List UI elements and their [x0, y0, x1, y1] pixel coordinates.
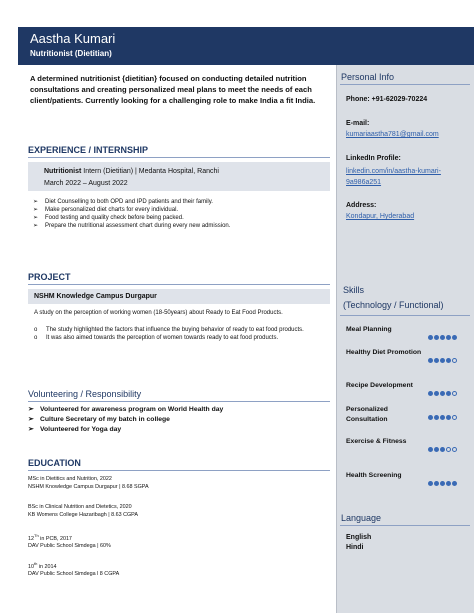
rating-dot-icon — [434, 391, 439, 396]
bullet-marker-icon: ➢ — [28, 416, 34, 423]
email-label: E-mail: — [346, 120, 370, 127]
bullet-item — [34, 334, 324, 342]
education-entry — [28, 504, 138, 519]
skill-row — [346, 325, 471, 347]
education-institute: DAV Public School Simdega | 60% — [28, 543, 111, 550]
education-entry — [28, 532, 111, 551]
rating-dot-icon — [428, 335, 433, 340]
skill-row — [346, 381, 471, 403]
rating-dot-icon — [452, 335, 457, 340]
job-title: Nutritionist — [44, 168, 82, 175]
rating-dot-icon — [452, 415, 457, 420]
candidate-name: Aastha Kumari — [30, 31, 116, 46]
language-title: Language — [341, 513, 382, 523]
bullet-text: It was also aimed towards the perception of women towards ready to eat food products. — [46, 335, 279, 341]
rating-dot-icon — [440, 447, 445, 452]
email-link[interactable]: kumariaastha781@gmail.com — [346, 131, 439, 138]
skills-subtitle: (Technology / Functional) — [343, 300, 444, 310]
skill-rating — [428, 407, 458, 425]
bullet-marker-icon: ➢ — [28, 426, 34, 433]
volunteering-rule — [28, 401, 330, 402]
summary-text: A determined nutritionist {dietitian} focused on conducting detailed nutrition consultations and creating personalized meal plans to meet the needs of each client/patients. Currently looking for a challenging role to make India a fit India. — [30, 74, 316, 105]
degree-rest: in PCB, 2017 — [38, 535, 72, 542]
degree-suffix: th — [34, 561, 38, 566]
language-item: English — [346, 534, 372, 541]
rating-dot-icon — [428, 447, 433, 452]
education-entry — [28, 560, 119, 579]
education-degree — [28, 560, 119, 571]
rating-dot-icon — [440, 391, 445, 396]
rating-dot-icon — [446, 447, 451, 452]
bullet-text: Volunteered for Yoga day — [40, 426, 122, 433]
linkedin-link[interactable]: linkedin.com/in/aastha-kumari- — [346, 168, 441, 175]
education-title: EDUCATION — [28, 458, 81, 468]
personal-info-rule — [340, 84, 470, 85]
rating-dot-icon — [446, 415, 451, 420]
rating-dot-icon — [434, 358, 439, 363]
skill-rating — [428, 327, 458, 345]
skills-rule — [340, 315, 470, 316]
personal-info-title: Personal Info — [341, 72, 395, 82]
rating-dot-icon — [440, 415, 445, 420]
rating-dot-icon — [428, 391, 433, 396]
job-employer: Intern (Dietitian) | Medanta Hospital, Ranchi — [81, 168, 219, 175]
education-degree — [28, 532, 111, 543]
project-title: PROJECT — [28, 272, 71, 282]
rating-dot-icon — [428, 358, 433, 363]
header-banner — [18, 27, 474, 65]
linkedin-link-cont[interactable]: 9a986a251 — [346, 179, 382, 186]
phone-text: Phone: +91-62029-70224 — [346, 96, 428, 103]
skills-list — [336, 320, 474, 490]
bullet-marker-icon: ➢ — [33, 223, 39, 229]
skill-row — [346, 405, 471, 427]
education-institute: KB Womens College Hazaribagh | 8.63 CGPA — [28, 511, 138, 518]
rating-dot-icon — [452, 391, 457, 396]
rating-dot-icon — [446, 358, 451, 363]
education-institute: NSHM Knowledge Campus Durgapur | 8.68 SGPA — [28, 483, 149, 490]
rating-dot-icon — [446, 335, 451, 340]
bullet-text: Culture Secretary of my batch in college — [40, 416, 170, 423]
address-link[interactable]: Kondapur, Hyderabad — [346, 213, 415, 220]
left-gutter — [0, 0, 18, 613]
bullet-text: Volunteered for awareness program on World Health day — [40, 406, 224, 413]
rating-dot-icon — [440, 481, 445, 486]
bullet-marker-icon: ➢ — [33, 199, 39, 205]
skill-label: Personalized Consultation — [346, 406, 388, 423]
rating-dot-icon — [452, 481, 457, 486]
bullet-marker-icon: o — [34, 335, 38, 341]
volunteering-title: Volunteering / Responsibility — [28, 389, 142, 399]
rating-dot-icon — [440, 335, 445, 340]
bullet-text: Make personalized diet charts for every individual. — [45, 207, 179, 213]
bullet-marker-icon: ➢ — [33, 215, 39, 221]
skill-label: Exercise & Fitness — [346, 438, 407, 445]
rating-dot-icon — [446, 481, 451, 486]
bullet-item — [33, 198, 328, 206]
degree-number: 12 — [28, 535, 34, 542]
education-degree: MSc in Dietitics and Nutrition, 2022 — [28, 476, 112, 482]
experience-title: EXPERIENCE / INTERNSHIP — [28, 145, 149, 155]
skill-row — [346, 471, 471, 493]
bullet-text: Prepare the nutritional assessment chart during every new admission. — [45, 223, 231, 229]
bullet-marker-icon: o — [34, 327, 38, 333]
skill-rating — [428, 350, 458, 368]
skill-row — [346, 437, 471, 459]
rating-dot-icon — [434, 481, 439, 486]
rating-dot-icon — [428, 481, 433, 486]
degree-suffix: Th — [34, 533, 39, 538]
degree-number: 10 — [28, 563, 34, 570]
bullet-item — [33, 206, 328, 214]
job-title-line — [44, 168, 219, 175]
skill-rating — [428, 473, 458, 491]
language-item: Hindi — [346, 544, 364, 551]
bullet-marker-icon: ➢ — [28, 406, 34, 413]
bullet-marker-icon: ➢ — [33, 207, 39, 213]
skill-label: Recipe Development — [346, 382, 413, 389]
project-bullets — [34, 326, 324, 342]
candidate-role: Nutritionist (Dietitian) — [30, 49, 112, 58]
rating-dot-icon — [452, 447, 457, 452]
bullet-item — [28, 405, 328, 415]
rating-dot-icon — [434, 335, 439, 340]
skills-title: Skills — [343, 285, 365, 295]
project-intro: A study on the perception of working women (18-50years) about Ready to Eat Food Products. — [34, 310, 283, 316]
address-label: Address: — [346, 202, 377, 209]
rating-dot-icon — [428, 415, 433, 420]
degree-rest: in 2014 — [37, 563, 57, 570]
bullet-text: Diet Counselling to both OPD and IPD patients and their family. — [45, 199, 213, 205]
skill-row — [346, 348, 471, 370]
education-degree: BSc in Clinical Nutrition and Dietetics, 2020 — [28, 504, 132, 510]
volunteering-list — [28, 405, 328, 435]
rating-dot-icon — [446, 391, 451, 396]
rating-dot-icon — [434, 447, 439, 452]
education-entry — [28, 476, 149, 491]
bullet-text: Food testing and quality check before being packed. — [45, 215, 184, 221]
skill-rating — [428, 383, 458, 401]
rating-dot-icon — [434, 415, 439, 420]
bullet-item — [33, 214, 328, 222]
project-name: NSHM Knowledge Campus Durgapur — [34, 293, 157, 300]
rating-dot-icon — [440, 358, 445, 363]
job-dates: March 2022 – August 2022 — [44, 180, 128, 187]
experience-rule — [28, 157, 330, 158]
skill-label: Healthy Diet Promotion — [346, 349, 422, 356]
skill-rating — [428, 439, 458, 457]
skill-label: Health Screening — [346, 472, 402, 479]
education-rule — [28, 470, 330, 471]
experience-bullets — [33, 198, 328, 230]
language-rule — [340, 525, 470, 526]
bullet-item — [28, 425, 328, 435]
bullet-item — [28, 415, 328, 425]
language-list — [346, 533, 371, 553]
rating-dot-icon — [452, 358, 457, 363]
skill-label: Meal Planning — [346, 326, 392, 333]
bullet-item — [33, 222, 328, 230]
education-institute: DAV Public School Simdega l 8 CGPA — [28, 571, 120, 578]
linkedin-label: LinkedIn Profile: — [346, 155, 401, 162]
bullet-item — [34, 326, 324, 334]
bullet-text: The study highlighted the factors that influence the buying behavior of ready to eat food products. — [46, 327, 304, 333]
project-rule — [28, 284, 330, 285]
